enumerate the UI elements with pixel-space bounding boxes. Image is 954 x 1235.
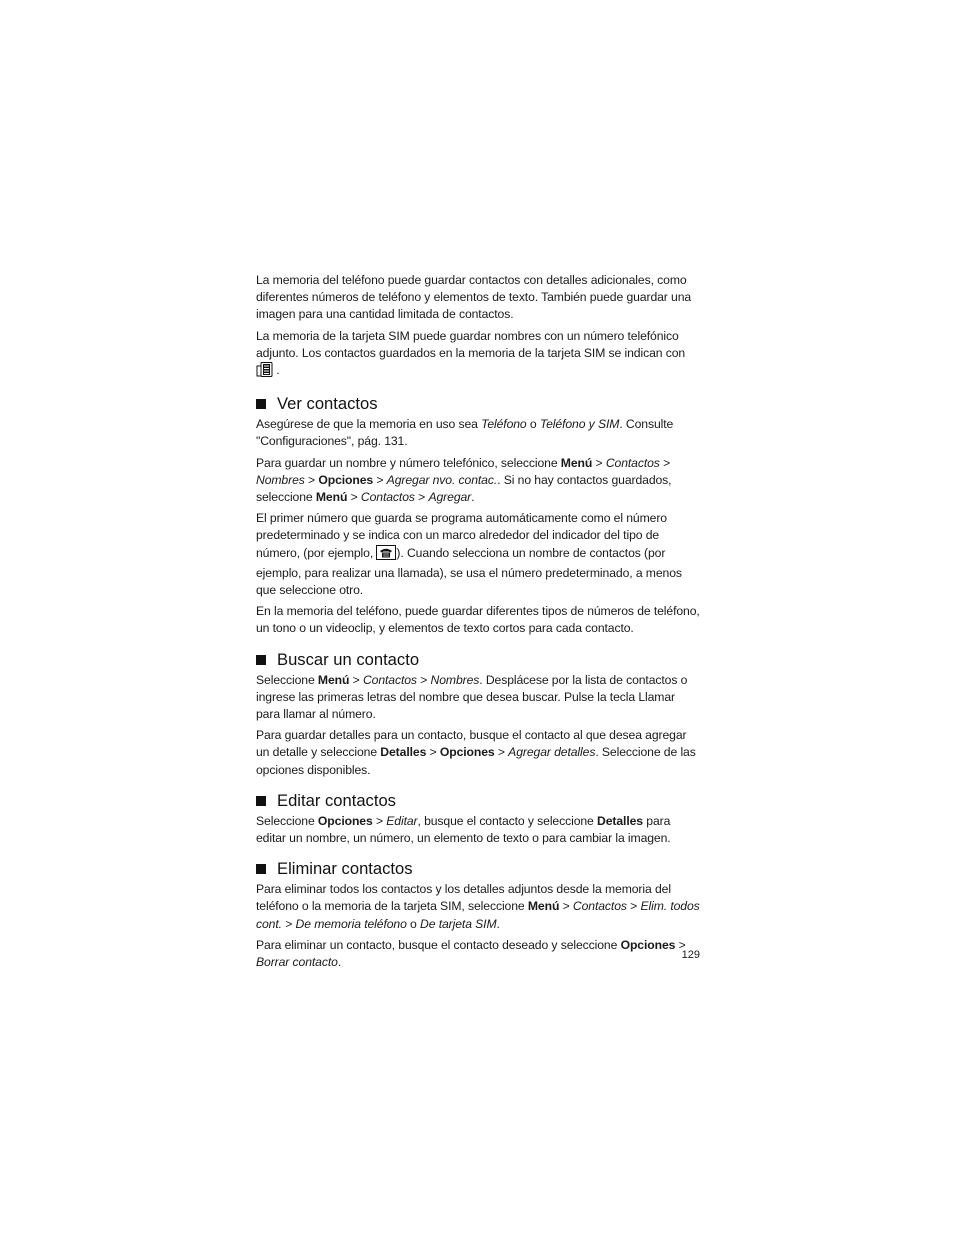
paragraph: Seleccione Menú > Contactos > Nombres. Desplácese por la lista de contactos o ingrese las primeras letras del nombre que desea buscar. Pulse la tecla Llamar para llamar al número. [256,672,688,722]
section-eliminar-contactos [256,859,700,971]
section-editar-contactos [256,791,700,847]
paragraph: En la memoria del teléfono, puede guardar diferentes tipos de números de teléfono, un tono o un videoclip, y elementos de texto cortos para cada contacto. [256,604,700,636]
intro-paragraph-1: La memoria del teléfono puede guardar contactos con detalles adicionales, como diferentes números de teléfono y elementos de texto. También puede guardar una imagen para una cantidad limitada de contactos. [256,273,692,322]
section-heading: Ver contactos [256,394,700,414]
paragraph: Asegúrese de que la memoria en uso sea Teléfono o Teléfono y SIM. Consulte "Configuraciones", pág. 131. [256,417,674,449]
page-number: 129 [681,949,700,961]
bullet-square-icon [256,655,266,665]
manual-page-content [256,272,700,975]
phone-number-type-icon [376,545,396,565]
bullet-square-icon [256,399,266,409]
paragraph: El primer número que guarda se programa automáticamente como el número predeterminado y se indica con un marco alrededor del indicador del tipo de número, (por ejemplo, ). Cuando selecciona un nombre de contactos (por ejemplo, para realizar una llamada), se usa el número predeterminado, a menos que seleccione otro. [256,511,682,598]
section-buscar-contacto [256,650,700,779]
paragraph: Para guardar un nombre y número telefónico, seleccione Menú > Contactos > Nombres > Opciones > Agregar nvo. contac.. Si no hay contactos guardados, seleccione Menú > Contactos > Agregar. [256,455,672,505]
sim-card-contact-icon [256,362,273,382]
section-heading: Eliminar contactos [256,859,700,879]
bullet-square-icon [256,864,266,874]
paragraph: Seleccione Opciones > Editar, busque el contacto y seleccione Detalles para editar un nombre, un número, un elemento de texto o para cambiar la imagen. [256,813,671,846]
section-heading: Buscar un contacto [256,650,700,670]
paragraph: Para eliminar un contacto, busque el contacto deseado y seleccione Opciones > Borrar contacto. [256,937,686,970]
intro-paragraph-2: La memoria de la tarjeta SIM puede guardar nombres con un número telefónico adjunto. Los contactos guardados en la memoria de la tarjeta SIM se indican con . [256,328,700,383]
section-heading: Editar contactos [256,791,700,811]
bullet-square-icon [256,796,266,806]
section-ver-contactos [256,394,700,637]
paragraph: Para eliminar todos los contactos y los detalles adjuntos desde la memoria del teléfono o la memoria de la tarjeta SIM, seleccione Menú > Contactos > Elim. todos cont. > De memoria teléfono o De tarjeta SIM. [256,882,700,931]
paragraph: Para guardar detalles para un contacto, busque el contacto al que desea agregar un detalle y seleccione Detalles > Opciones > Agregar detalles. Seleccione de las opciones disponibles. [256,728,696,777]
